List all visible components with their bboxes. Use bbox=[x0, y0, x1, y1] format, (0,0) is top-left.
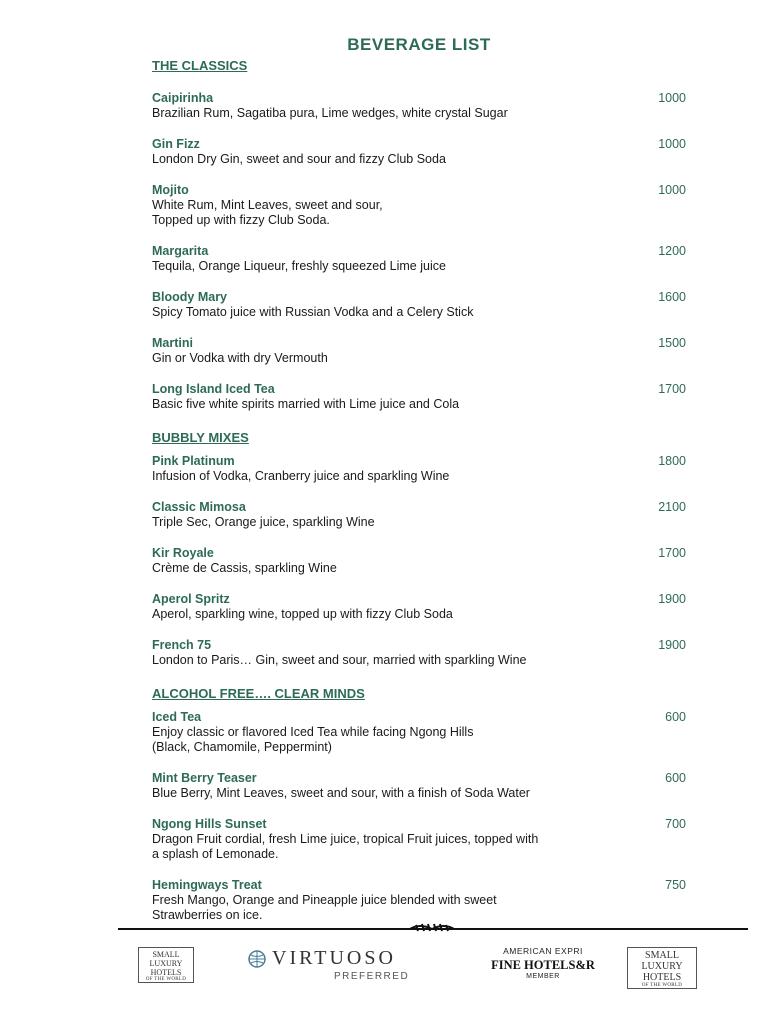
virtuoso-sub: PREFERRED bbox=[334, 971, 410, 982]
menu-item bbox=[152, 454, 692, 484]
menu-item-price: 600 bbox=[665, 771, 686, 785]
menu-item-description: Basic five white spirits married with Lime juice and Cola bbox=[152, 397, 460, 411]
menu-item-name: Caipirinha bbox=[152, 91, 214, 105]
menu-item-price: 1700 bbox=[658, 546, 686, 560]
virtuoso-name: VIRTUOSO bbox=[272, 947, 396, 969]
menu-item-description: Dragon Fruit cordial, fresh Lime juice, tropical Fruit juices, topped with bbox=[152, 832, 539, 846]
menu-item bbox=[152, 382, 692, 412]
menu-item-name: Classic Mimosa bbox=[152, 500, 246, 514]
menu-item bbox=[152, 290, 692, 320]
menu-item bbox=[152, 878, 692, 923]
fine-hotels-logo bbox=[473, 946, 613, 986]
fhr-mid bbox=[473, 958, 613, 973]
menu-item-description: Tequila, Orange Liqueur, freshly squeezed Lime juice bbox=[152, 259, 446, 273]
fhr-top: AMERICAN EXPRI bbox=[503, 946, 583, 956]
menu-item-description: Aperol, sparkling wine, topped up with fizzy Club Soda bbox=[152, 607, 453, 621]
section-heading: BUBBLY MIXES bbox=[152, 430, 249, 445]
menu-item-price: 1000 bbox=[658, 183, 686, 197]
menu-item-name: Margarita bbox=[152, 244, 209, 258]
fhr-r: R bbox=[585, 958, 595, 972]
menu-item-price: 2100 bbox=[658, 500, 686, 514]
menu-item-name: Kir Royale bbox=[152, 546, 214, 560]
menu-item-price: 600 bbox=[665, 710, 686, 724]
slh-line: SMALL bbox=[152, 950, 180, 959]
menu-item-price: 1000 bbox=[658, 91, 686, 105]
menu-item-price: 1500 bbox=[658, 336, 686, 350]
menu-item-name: Hemingways Treat bbox=[152, 878, 262, 892]
virtuoso-logo bbox=[248, 947, 428, 987]
menu-item-description: Infusion of Vodka, Cranberry juice and sparkling Wine bbox=[152, 469, 450, 483]
menu-item-price: 1200 bbox=[658, 244, 686, 258]
menu-item bbox=[152, 336, 692, 366]
menu-item bbox=[152, 592, 692, 622]
menu-item-description: Gin or Vodka with dry Vermouth bbox=[152, 351, 328, 365]
menu-item-price: 1000 bbox=[658, 137, 686, 151]
menu-item-description: Strawberries on ice. bbox=[152, 908, 263, 922]
menu-item bbox=[152, 183, 692, 228]
section-heading: ALCOHOL FREE…. CLEAR MINDS bbox=[152, 686, 365, 701]
menu-item-description: London to Paris… Gin, sweet and sour, married with sparkling Wine bbox=[152, 653, 527, 667]
menu-item-price: 1900 bbox=[658, 638, 686, 652]
page-title: BEVERAGE LIST bbox=[347, 35, 491, 54]
menu-item-description: Blue Berry, Mint Leaves, sweet and sour, with a finish of Soda Water bbox=[152, 786, 530, 800]
menu-item bbox=[152, 244, 692, 274]
menu-content bbox=[152, 58, 692, 923]
footer-logos bbox=[0, 944, 768, 994]
menu-item-description: Fresh Mango, Orange and Pineapple juice blended with sweet bbox=[152, 893, 497, 907]
menu-item-description: Spicy Tomato juice with Russian Vodka and a Celery Stick bbox=[152, 305, 474, 319]
menu-item-description: (Black, Chamomile, Peppermint) bbox=[152, 740, 332, 754]
section-heading: THE CLASSICS bbox=[152, 58, 248, 73]
slh-line: OF THE WORLD bbox=[641, 983, 683, 988]
menu-item-name: Ngong Hills Sunset bbox=[152, 817, 267, 831]
fhr-amp: & bbox=[575, 958, 586, 972]
menu-item-name: Pink Platinum bbox=[152, 454, 235, 468]
fhr-bot: MEMBER bbox=[526, 973, 560, 980]
slh-line: LUXURY bbox=[641, 961, 683, 972]
menu-item bbox=[152, 137, 692, 167]
menu-item-name: Mint Berry Teaser bbox=[152, 771, 257, 785]
menu-item-name: Gin Fizz bbox=[152, 137, 200, 151]
virtuoso-globe-icon bbox=[248, 950, 266, 968]
menu-item-description: a splash of Lemonade. bbox=[152, 847, 279, 861]
menu-item-name: French 75 bbox=[152, 638, 212, 652]
fhr-mid-text: FINE HOTELS bbox=[491, 958, 576, 972]
menu-item bbox=[152, 771, 692, 801]
slh-logo-left bbox=[138, 947, 194, 983]
menu-item bbox=[152, 710, 692, 755]
slh-line: OF THE WORLD bbox=[145, 977, 187, 982]
menu-item-name: Mojito bbox=[152, 183, 189, 197]
menu-item-name: Aperol Spritz bbox=[152, 592, 230, 606]
menu-item-price: 1700 bbox=[658, 382, 686, 396]
menu-item-description: Triple Sec, Orange juice, sparkling Wine bbox=[152, 515, 375, 529]
menu-item-price: 1600 bbox=[658, 290, 686, 304]
menu-item bbox=[152, 817, 692, 862]
menu-item-price: 1900 bbox=[658, 592, 686, 606]
menu-item-description: London Dry Gin, sweet and sour and fizzy Club Soda bbox=[152, 152, 446, 166]
menu-item-description: Topped up with fizzy Club Soda. bbox=[152, 213, 330, 227]
menu-item-description: Brazilian Rum, Sagatiba pura, Lime wedges, white crystal Sugar bbox=[152, 106, 508, 120]
slh-logo-right bbox=[627, 947, 697, 989]
menu-item-name: Martini bbox=[152, 336, 193, 350]
menu-item bbox=[152, 500, 692, 530]
slh-line: HOTELS bbox=[642, 972, 682, 983]
slh-line: HOTELS bbox=[150, 968, 182, 977]
menu-item-price: 750 bbox=[665, 878, 686, 892]
menu-item bbox=[152, 91, 692, 121]
menu-item-price: 700 bbox=[665, 817, 686, 831]
menu-item-price: 1800 bbox=[658, 454, 686, 468]
menu-item-description: White Rum, Mint Leaves, sweet and sour, bbox=[152, 198, 383, 212]
slh-line: LUXURY bbox=[149, 959, 183, 968]
menu-item-description: Enjoy classic or flavored Iced Tea while facing Ngong Hills bbox=[152, 725, 474, 739]
divider-ornament-icon bbox=[408, 921, 456, 933]
slh-line: SMALL bbox=[645, 950, 679, 961]
menu-item bbox=[152, 546, 692, 576]
menu-item bbox=[152, 638, 692, 668]
menu-item-description: Crème de Cassis, sparkling Wine bbox=[152, 561, 337, 575]
menu-item-name: Long Island Iced Tea bbox=[152, 382, 275, 396]
menu-item-name: Bloody Mary bbox=[152, 290, 228, 304]
menu-item-name: Iced Tea bbox=[152, 710, 202, 724]
